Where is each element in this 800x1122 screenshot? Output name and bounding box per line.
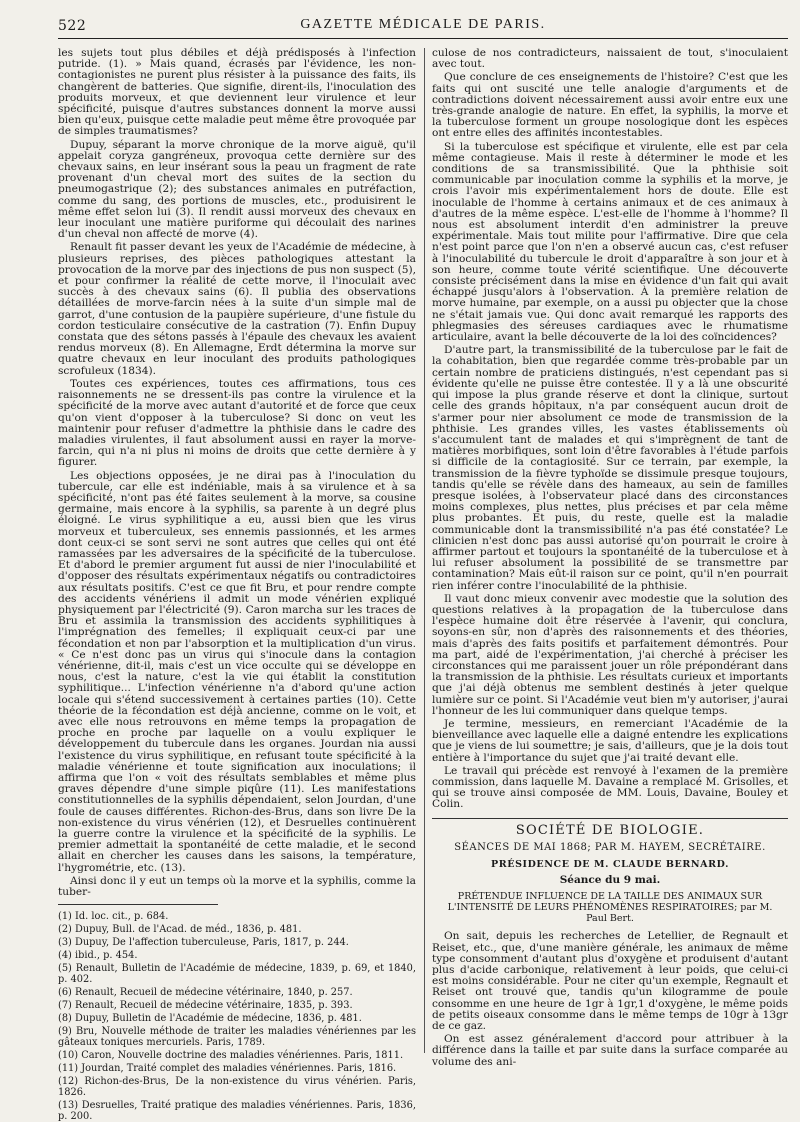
footnote: (9) Bru, Nouvelle méthode de traiter les maladies vénériennes par les gâteaux toniques mercuriels. Paris, 1789. xyxy=(58,1026,416,1049)
right-column xyxy=(432,47,788,1068)
presidency-line: PRÉSIDENCE DE M. CLAUDE BERNARD. xyxy=(491,859,729,871)
paragraph: Toutes ces expériences, toutes ces affirmations, tous ces raisonnements ne se dressent-ils pas contre la virulence et la spécificité de la morve avec autant d'autorité et de force que ceux qu'on vient d'opposer à la tuberculose? Si donc on veut les maintenir pour refuser d'admettre la phthisie dans le cadre des maladies virulentes, il faut absolument aussi en rayer la morve-farcin, qui n'a ni plus ni moins de droits que cette dernière à y figurer. xyxy=(58,377,416,469)
paragraph: D'autre part, la transmissibilité de la tuberculose par le fait de la cohabitation, bien que regardée comme très-probable par un certain nombre de praticiens distingués, n'est cependant pas si évidente qu'elle ne puisse être contestée. Il y a là une obscurité qui impose la plus grande réserve et dont la clinique, surtout celle des grands hôpitaux, n'a par conséquent aucun droit de s'armer pour nier absolument ce mode de transmission de la phthisie. Les grandes villes, les vastes établissements où s'accumulent tant de malades et qui s'imprègnent de tant de matières morbifiques, sont loin d'être favorables à l'étude parfois si difficile de la contagiosité. Sur ce terrain, par exemple, la transmission de la fièvre typhoïde se dissimule presque toujours, tandis qu'elle se révèle dans des hameaux, au sein de familles presque isolées, à l'observateur placé dans des circonstances moins complexes, plus nettes, plus précises et par cela même plus probantes. Et puis, du reste, quelle est la maladie communicable dont la transmissibilité n'a pas été constatée? Le clinicien n'est donc pas aussi autorisé qu'on pourrait le croire à affirmer partout et toujours la spontanéité de la tuberculose et à lui refuser absolument la possibilité de se transmettre par contamination? Mais eût-il raison sur ce point, qu'il n'en pourrait rien inférer contre l'inoculabilité de la phthisie. xyxy=(432,344,788,592)
page-header xyxy=(58,14,788,36)
paragraph: Les objections opposées, je ne dirai pas à l'inoculation du tubercule, car elle est indéniable, mais à sa virulence et à sa spécificité, n'ont pas été faites seulement à la morve, sa cousine germaine, mais encore à la syphilis, sa parente à un degré plus éloigné. Le virus syphilitique a eu, aussi bien que les virus morveux et tuberculeux, ses ennemis passionnés, et les armes dont ceux-ci se sont servi ne sont autres que celles qui ont été ramassées par les adversaires de la spécificité de la tuberculose. Et d'abord le premier argument fut aussi de nier l'inoculabilité et d'opposer des résultats expérimentaux négatifs ou contradictoires aux résultats positifs. C'est ce que fit Bru, et pour rendre compte des accidents vénériens il admit un mode vénérien expliqué physiquement par l'électricité (9). Caron marcha sur les traces de Bru et assimila la transmission des accidents syphilitiques à l'imprégnation des femelles; il expliquait ceux-ci par une fécondation et non par l'absorption et la multiplication d'un virus. « Ce n'est donc pas un virus qui s'inocule dans la contagion vénérienne, dit-il, mais c'est un vice occulte qui se développe en nous, c'est la nature, c'est la vie qui établit la constitution syphilitique... L'infection vénérienne n'a d'abord qu'une action locale qui s'étend successivement à certaines parties (10). Cette théorie de la fécondation est déjà ancienne, comme on le voit, et avec elle nous retrouvons en même temps la propagation de proche en proche par laquelle on a voulu expliquer le développement du tubercule dans les organes. Jourdan nia aussi l'existence du virus syphilitique, en refusant toute spécificité à la maladie vénérienne et toute signification aux inoculations; il affirma que l'on « voit des résultats semblables et même plus graves dépendre d'une simple piqûre (11). Les manifestations constitutionnelles de la syphilis dépendaient, selon Jourdan, d'une foule de causes différentes. Richon-des-Brus, dans son livre De la non-existence du virus vénérien (12), et Desruelles continuèrent la guerre contre la virulence et la spécificité de la syphilis. Le premier admettait la spontanéité de cette maladie, et le second allait en chercher les causes dans les saisons, la température, l'hygrométrie, etc. (13). xyxy=(58,469,416,874)
section-subheading: SÉANCES DE MAI 1868; PAR M. HAYEM, SECRÉTAIRE. xyxy=(454,841,766,853)
footnote-rule xyxy=(58,904,218,905)
section-rule xyxy=(432,818,788,819)
paragraph: Dupuy, séparant la morve chronique de la morve aiguë, qu'il appelait coryza gangréneux, provoqua cette dernière sur des chevaux sains, en leur insérant sous la peau un fragment de rate provenant d'un cheval mort des suites de la section du pneumogastrique (2); des substances animales en putréfaction, comme du sang, des portions de muscles, etc., produisirent le même effet selon lui (3). Il rendit aussi morveux des chevaux en leur inoculant une matière puriforme qui découlait des narines d'un cheval non affecté de morve (4). xyxy=(58,138,416,241)
left-column xyxy=(58,47,416,1122)
footnote: (1) Id. loc. cit., p. 684. xyxy=(58,911,169,923)
paragraph: les sujets tout plus débiles et déjà prédisposés à l'infection putride. (1). » Mais quand, écrasés par l'évidence, les non-contagionistes ne purent plus résister à la puissance des faits, ils changèrent de batteries. Que signifie, dirent-ils, l'inoculation des produits morveux, et que deviennent leur virulence et leur spécificité, puisque d'autres substances donnent la morve aussi bien qu'eux, puisque cette maladie peut même être provoquée par de simples traumatismes? xyxy=(58,47,416,138)
footnote: (5) Renault, Bulletin de l'Académie de médecine, 1839, p. 69, et 1840, p. 402. xyxy=(58,963,416,986)
paragraph: Que conclure de ces enseignements de l'histoire? C'est que les faits qui ont suscité une telle analogie d'arguments et de contradictions doivent nécessairement aussi avoir entre eux une très-grande analogie de nature. En effet, la syphilis, la morve et la tuberculose forment un groupe nosologique dont les espèces ont entre elles des affinités incontestables. xyxy=(432,71,788,140)
paragraph: On sait, depuis les recherches de Letellier, de Regnault et Reiset, etc., que, d'une manière générale, les animaux de même type consomment d'autant plus d'oxygène et produisent d'autant plus d'acide carbonique, relativement à leur poids, que celui-ci est moins considérable. Pour ne citer qu'un exemple, Regnault et Reiset ont trouvé que, tandis qu'un kilogramme de poule consomme en une heure de 1gr à 1gr,1 d'oxygène, le même poids de petits oiseaux consomme dans le même temps de 10gr à 13gr de ce gaz. xyxy=(432,930,788,1033)
paragraph: Si la tuberculose est spécifique et virulente, elle est par cela même contagieuse. Mais il reste à déterminer le mode et les conditions de sa transmissibilité. Que la phthisie soit communicable par inoculation comme la syphilis et la morve, je crois l'avoir mis expérimentalement hors de doute. Elle est inoculable de l'homme à certains animaux et de ces animaux à d'autres de la même espèce. L'est-elle de l'homme à l'homme? Il nous est absolument interdit d'en administrer la preuve expérimentale. Mais tout milite pour l'affirmative. Dire que cela n'est point parce que l'on n'en a observé aucun cas, c'est refuser à l'inoculabilité du tubercule le droit d'apparaître à son jour et à son heure, comme toute vérité scientifique. Une découverte consiste précisément dans la mise en évidence d'un fait qui avait échappé jusqu'alors à l'observation. À la première relation de morve humaine, par exemple, on a aussi pu objecter que la chose ne s'était jamais vue. Qui donc avait remarqué les rapports des phlegmasies des séreuses cardiaques avec le rhumatisme articulaire, avant la belle découverte de la loi des coïncidences? xyxy=(432,140,788,344)
header-rule xyxy=(58,38,788,39)
footnote: (4) ibid., p. 454. xyxy=(58,950,138,962)
footnote: (10) Caron, Nouvelle doctrine des maladies vénériennes. Paris, 1811. xyxy=(58,1050,404,1062)
paper-title: PRÉTENDUE INFLUENCE DE LA TAILLE DES ANIMAUX SUR L'INTENSITÉ DE LEURS PHÉNOMÈNES RESPIRATOIRES; par M. Paul Bert. xyxy=(447,891,773,925)
page-number: 522 xyxy=(58,18,87,34)
footnote: (6) Renault, Recueil de médecine vétérinaire, 1840, p. 257. xyxy=(58,987,353,999)
paragraph: Le travail qui précède est renvoyé à l'examen de la première commission, dans laquelle M. Davaine a remplacé M. Grisolles, et qui se trouve ainsi composée de MM. Louis, Davaine, Bouley et Colin. xyxy=(432,764,788,811)
footnote: (11) Jourdan, Traité complet des maladies vénériennes. Paris, 1816. xyxy=(58,1063,397,1075)
journal-title: GAZETTE MÉDICALE DE PARIS. xyxy=(300,17,546,32)
paragraph: Renault fit passer devant les yeux de l'Académie de médecine, à plusieurs reprises, des pièces pathologiques attestant la provocation de la morve par des injections de pus non suspect (5), et pour confirmer la réalité de cette morve, il l'inoculait avec succès à des chevaux sains (6). Il publia des observations détaillées de morve-farcin nées à la suite d'un simple mal de garrot, d'une contusion de la paupière supérieure, d'une fistule du cordon testiculaire consécutive de la castration (7). Enfin Dupuy constata que des sétons passés à l'épaule des chevaux les avaient rendus morveux (8). En Allemagne, Erdt détermina la morve sur quatre chevaux en leur inoculant des produits pathologiques scrofuleux (1834). xyxy=(58,241,416,377)
seance-date: Séance du 9 mai. xyxy=(559,874,661,887)
paragraph: Il vaut donc mieux convenir avec modestie que la solution des questions relatives à la propagation de la tuberculose dans l'espèce humaine doit être réservée à l'avenir, qui conclura, soyons-en sûr, non d'après des raisonnements et des théories, mais d'après des faits positifs et parfaitement démontrés. Pour ma part, aidé de l'expérimentation, j'ai cherché à préciser les circonstances qui me paraissent jouer un rôle prépondérant dans la transmission de la phthisie. Les résultats curieux et importants que j'ai déjà obtenus me semblent destinés à jeter quelque lumière sur ce point. Si l'Académie veut bien m'y autoriser, j'aurai l'honneur de les lui communiquer dans quelque temps. xyxy=(432,592,788,717)
paragraph: Ainsi donc il y eut un temps où la morve et la syphilis, comme la tuber- xyxy=(58,874,416,899)
footnote: (12) Richon-des-Brus, De la non-existence du virus vénérien. Paris, 1826. xyxy=(58,1076,416,1099)
paragraph: On est assez généralement d'accord pour attribuer à la différence dans la taille et par suite dans la surface comparée au volume des ani- xyxy=(432,1033,788,1068)
column-divider xyxy=(424,48,425,1053)
footnote: (7) Renault, Recueil de médecine vétérinaire, 1835, p. 393. xyxy=(58,1000,353,1012)
paragraph: culose de nos contradicteurs, naissaient de tout, s'inoculaient avec tout. xyxy=(432,47,788,71)
footnote: (13) Desruelles, Traité pratique des maladies vénériennes. Paris, 1836, p. 200. xyxy=(58,1100,416,1122)
footnote: (3) Dupuy, De l'affection tuberculeuse, Paris, 1817, p. 244. xyxy=(58,937,349,949)
paragraph: Je termine, messieurs, en remerciant l'Académie de la bienveillance avec laquelle elle a daigné entendre les explications que je viens de lui soumettre; je sais, d'ailleurs, que je la dois tout entière à l'importance du sujet que j'ai traité devant elle. xyxy=(432,717,788,764)
footnote: (8) Dupuy, Bulletin de l'Académie de médecine, 1836, p. 481. xyxy=(58,1013,362,1025)
section-heading: SOCIÉTÉ DE BIOLOGIE. xyxy=(515,822,705,838)
footnote: (2) Dupuy, Bull. de l'Acad. de méd., 1836, p. 481. xyxy=(58,924,302,936)
